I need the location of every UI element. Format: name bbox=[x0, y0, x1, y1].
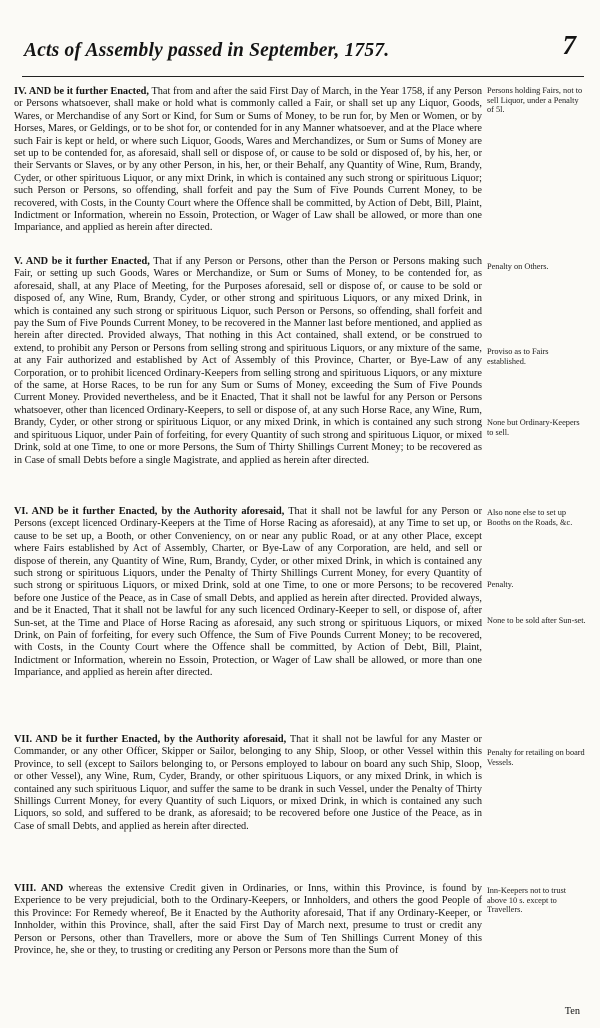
margin-note: None but Ordinary-Keepers to sell. bbox=[487, 418, 580, 437]
margin-note: Persons holding Fairs, not to sell Liquor, under a Penalty of 5l. bbox=[487, 86, 583, 115]
page-number: 7 bbox=[562, 30, 576, 60]
section-text: That if any Person or Persons, other than the Person or Persons making such Fair, or setting up such Goods, Wares or Merchandize, or Sum or Sums of Money, to be contended for, as aforesaid, shall, at any Place of Meeting, for the Purposes aforesaid, sell or dispose of, or cause to be sold or disposed of, any Wine, Rum, Brandy, Cyder, or other strong and spirituous Liquors, or any mixed Drink, in which is contained any such strong or spirituous Liquor, such Person or Persons, so offending, shall forfeit and pay the Sum of Five Pounds Current Money, to be recovered in the Manner last before mentioned, and applied as herein after directed. Provided always, That nothing in this Act contained, shall extend, or be construed to extend, to prohibit any Person or Persons from selling strong and spirituous Liquors, or any mixture of the same, at any Fair authorized and established by Act of Assembly of this Province, Charter, or Bye-Law of any Corporation, or to prohibit licenced Ordinary-Keepers from selling strong and spirituous Liquors, or any mixture of the same, at Horse Races, to be run for any Sum or Sums of Money, exceeding the Sum of Five Pounds Current Money. Provided nevertheless, and be it Enacted, That it shall not be lawful for any Person or Persons whatsoever, other than licenced Ordinary-Keepers, to sell or dispose of, at any such Horse Race, any Wine, Rum, Brandy, Cyder, or other strong or spirituous Liquor, or any mixed Drink, in which is contained any such strong and spirituous Liquor, under Pain of forfeiting, for every Quantity of such strong and spirituous Liquor, or mixed Drink, sold at one Time, to one or more Persons, the Sum of Thirty Shillings Current Money; to be recovered as in Case of small Debts before a single Magistrate, and applied as herein after directed. bbox=[14, 256, 482, 466]
running-header bbox=[22, 30, 584, 77]
section-vii bbox=[14, 734, 482, 833]
margin-note: None to be sold after Sun-set. bbox=[487, 616, 586, 625]
section-iv bbox=[14, 86, 482, 235]
margin-note: Penalty. bbox=[487, 580, 514, 589]
section-text: That it shall not be lawful for any Master or Commander, or any other Officer, Skipper or Sailor, belonging to any Ship, Sloop, or other Vessel within this Province, to sell (except to Sailors belonging to, or Persons employed to labour on board any such Ship, Sloop, or other Vessel), any Wine, Rum, Cyder, Brandy, or other spirituous Liquors, or any mixed Drink, in which is contained any such spirituous Liquor, and suffer the same to be drank in such Vessel, under the Penalty of Thirty Shillings Current Money, for every Quantity of such Liquors, or mixed Drink, in which is contained any such Liquors, so sold, and suffered to be drank, as aforesaid; to be recovered before one Justice of the Peace, as in Case of small Debts, and applied as herein after directed. bbox=[14, 734, 482, 832]
section-lead: V. AND be it further Enacted, bbox=[14, 256, 150, 267]
catchword: Ten bbox=[564, 1006, 580, 1017]
page-title: Acts of Assembly passed in September, 1757. bbox=[24, 40, 390, 61]
section-viii bbox=[14, 883, 482, 957]
section-text: That it shall not be lawful for any Person or Persons (except licenced Ordinary-Keepers at the Time of Horse Racing as aforesaid), at any Time to set up, or cause to be set up, a Booth, or other Conveniency, on or near any public Road, or at any other Place, except where Fairs established by Act of Assembly, Charter, or Bye-Law of any Corporation, are held, and sell or dispose of therein, any Quantity of Wine, Rum, Brandy, Cyder, or other mixed Drink, in which is contained any such strong or spirituous Liquors, under the Penalty of Thirty Shillings Current Money, for every Quantity of such strong or spirituous Liquors, or mixed Drink, sold at one Time, to one or more Persons; to be recovered before one Justice of the Peace, as in Case of small Debts, and applied as herein after directed. Provided always, and be it Enacted, That it shall not be lawful for any such licenced Ordinary-Keeper to sell, or dispose of, after Sun-set, at the Time and Place of Horse Racing as aforesaid, any such strong or spirituous Liquors, or mixed Drink, on Pain of forfeiting, for every such Offence, the Sum of Five Pounds Current Money; to be recovered, with Costs, in the County Court where the Offence shall be committed, by Action of Debt, Bill, Plaint, Indictment or Information, wherein no Essoin, Protection, or Wager of Law shall be allowed, or more than one Impariance, and applied as herein after directed. bbox=[14, 506, 483, 679]
margin-note: Penalty on Others. bbox=[487, 262, 549, 271]
section-lead: VII. AND be it further Enacted, by the Authority aforesaid, bbox=[14, 734, 287, 745]
section-lead: VI. AND be it further Enacted, by the Authority aforesaid, bbox=[14, 506, 285, 517]
section-v bbox=[14, 256, 482, 467]
margin-note: Proviso as to Fairs established. bbox=[487, 347, 549, 366]
margin-note: Also none else to set up Booths on the Roads, &c. bbox=[487, 508, 573, 527]
section-lead: IV. AND be it further Enacted, bbox=[14, 86, 149, 97]
section-text: whereas the extensive Credit given in Ordinaries, or Inns, within this Province, is found by Experience to be very prejudicial, both to the Ordinary-Keepers, or Innholders, and others the good People of this Province: For Remedy whereof, Be it Enacted by the Authority aforesaid, That if any Ordinary-Keeper, or Innholder, within this Province, shall, after the said First Day of March next, presume to trust or credit any Person or Persons, other than Travellers, more or above the Sum of Ten Shillings Current Money of this Province, he, she or they, to trusting or crediting any Person or Persons more than the Sum of bbox=[14, 883, 482, 957]
margin-note: Inn-Keepers not to trust above 10 s. except to Travellers. bbox=[487, 886, 567, 915]
margin-note: Penalty for retailing on board Vessels. bbox=[487, 748, 585, 767]
section-vi bbox=[14, 506, 482, 680]
section-lead: VIII. AND bbox=[14, 883, 64, 894]
section-text: That from and after the said First Day of March, in the Year 1758, if any Person or Persons whatsoever, shall make or hold what is commonly called a Fair, or shall set up any Liquor, Goods, Wares, or Merchandise of any Sort or Kind, for Sum or Sums of Money, to be run for, by Men or Women, or by Horses, Mares, or Geldings, or to be shot for, or contended for in any Manner whatsoever, and at the Place where such Fair is kept or held, or where such Liquor, Goods, Wares and Merchandizes, or Sum or Sums of Money are set up to be contended for, as aforesaid, shall sell or dispose of, or cause to be sold or disposed of, by his, her, or their Servants or Slaves, or by any other Person, in his, her, or their Behalf, any Quantity of Wine, Rum, Brandy, Cyder, or other spirituous Liquor, or any mixt Drink, in which is contained any such strong or spirituous Liquor; such Person or Persons, so offending, shall forfeit and pay the Sum of Five Pounds Current Money, to be recovered, with Costs, in the County Court where the Offence shall be committed, by Action of Debt, Bill, Plaint, Indictment or Information, wherein no Essoin, Protection, or Wager of Law shall be allowed, or more than one Impariance, and applied as herein after directed. bbox=[14, 86, 482, 234]
